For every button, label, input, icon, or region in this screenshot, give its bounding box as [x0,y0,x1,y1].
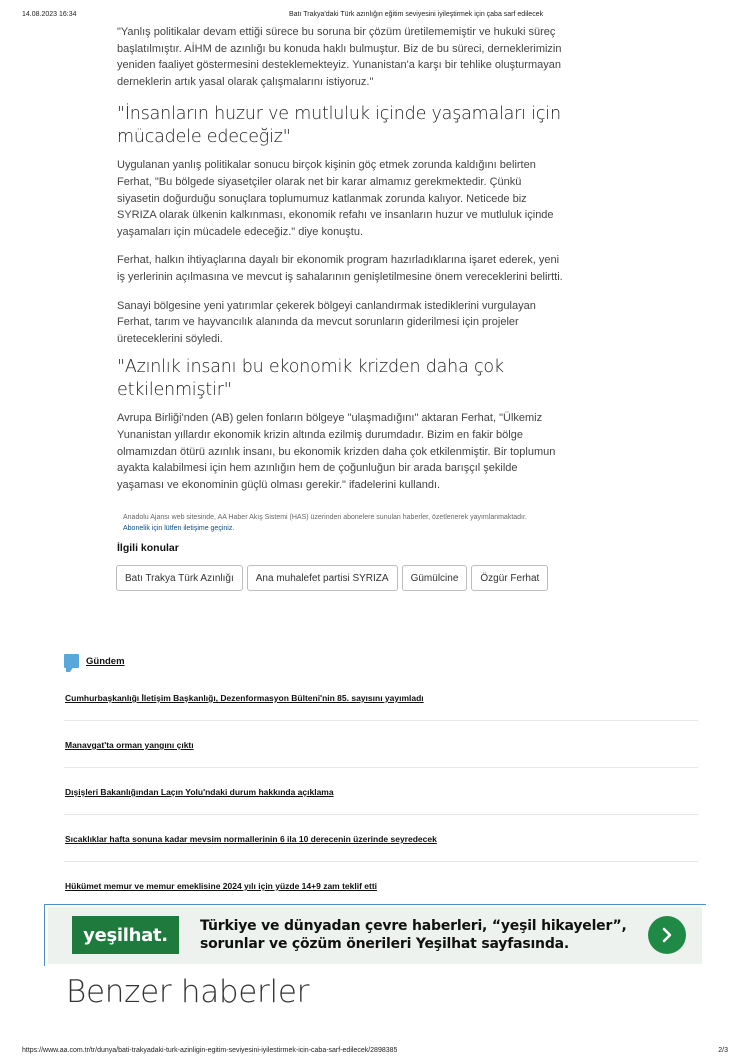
article-paragraph: Sanayi bölgesine yeni yatırımlar çekerek bölgeyi canlandırmak istediklerini vurgulayan Ferhat, tarım ve hayvancılık alanında da mevcut sorunların giderilmesi için projeler üreteceklerini söyledi. [117,299,536,345]
list-item [64,815,698,862]
banner-text [200,917,627,953]
tag-button[interactable]: Ana muhalefet partisi SYRIZA [247,565,398,591]
section-heading: "Azınlık insanı bu ekonomik krizden daha çok etkilenmiştir" [117,357,504,401]
related-tags [116,565,548,591]
banner-line-1: Türkiye ve dünyadan çevre haberleri, “yeşil hikayeler”, [200,918,627,934]
article-paragraph: Uygulanan yanlış politikalar sonucu birçok kişinin göç etmek zorunda kaldığını belirten Ferhat, "Bu bölgede siyasetçiler olarak net bir karar almamız gerekmektedir. Çünkü siyasetin doğurduğu sonuçlara toplumumuz katlanmak zorunda kalıyor. Neticede biz SYRIZA olarak ülkenin kalkınması, ekonomik refahı ve insanların huzur ve mutluluk içinde yaşamaları için mücadele edeceğiz." diye konuştu. [117,159,554,238]
news-link[interactable]: Sıcaklıklar hafta sonuna kadar mevsim normallerinin 6 ila 10 derecenin üzerinde seyredecek [65,834,437,844]
related-topics-title: İlgili konular [117,542,179,554]
news-link[interactable]: Dışişleri Bakanlığından Laçın Yolu'ndaki durum hakkında açıklama [65,787,334,797]
agency-note-text: Anadolu Ajansı web sitesinde, AA Haber Akış Sistemi (HAS) üzerinden abonelere sunulan haberler, özetlenerek yayımlanmaktadır. [123,514,527,521]
tag-button[interactable]: Özgür Ferhat [471,565,548,591]
article-paragraph: Ferhat, halkın ihtiyaçlarına dayalı bir ekonomik program hazırladıklarına işaret ederek, yeni iş yerlerinin açılmasına ve mevcut iş sahalarının genişletilmesine önem vereceklerini belirtti. [117,254,563,283]
list-item [64,862,698,909]
page-number: 2/3 [718,1047,728,1054]
list-item [64,674,698,721]
list-item [64,768,698,815]
gundem-news-list [64,674,698,909]
list-item [64,721,698,768]
print-url: https://www.aa.com.tr/tr/dunya/bati-trakyadaki-turk-azinligin-egitim-seviyesini-iyilestirmek-icin-caba-sarf-edilecek/2898385 [22,1047,398,1054]
print-date: 14.08.2023 16:34 [22,11,77,18]
banner-line-2: sorunlar ve çözüm önerileri Yeşilhat sayfasında. [200,936,570,952]
article-paragraph: Avrupa Birliği'nden (AB) gelen fonların bölgeye "ulaşmadığını" aktaran Ferhat, "Ülkemiz Yunanistan yıllardır ekonomik krizin altında ezilmiş durumdadır. Bizim en fakir bölge olmamızdan ötürü azınlık insanı, bu ekonomik krizden daha çok etkilenmiştir. Bir toplumun ayakta kalabilmesi için hem azınlığın hem de çoğunluğun bir arada barışçıl şekilde yaşaması ve ekonominin güçlü olması gerekir." ifadelerini kullandı. [117,412,556,491]
speech-bubble-icon [64,654,79,672]
yesilhat-logo: yeşilhat. [72,916,179,954]
print-document-title: Batı Trakya'daki Türk azınlığın eğitim seviyesini iyileştirmek için çaba sarf edilecek [289,11,544,18]
similar-news-title: Benzer haberler [66,974,310,1010]
news-link[interactable]: Manavgat'ta orman yangını çıktı [65,740,194,750]
subscription-link[interactable]: Abonelik için lütfen iletişime geçiniz. [123,525,235,532]
agency-note [123,512,533,534]
article-paragraph: "Yanlış politikalar devam ettiği sürece bu soruna bir çözüm üretilememiştir ve hukuki süreç başlatılmıştır. AİHM de azınlığı bu konuda haklı bulmuştur. Biz de bu süreci, derneklerimizin yeniden faaliyet göstermesini desteklemekteyiz. Yunanistan'a karşı bir tehlike oluşturmayan derneklerin artık yasal olarak çalışmalarını istiyoruz." [117,26,562,88]
news-link[interactable]: Hükümet memur ve memur emeklisine 2024 yılı için yüzde 14+9 zam teklif etti [65,881,378,891]
yesilhat-banner[interactable] [48,907,702,964]
tag-button[interactable]: Batı Trakya Türk Azınlığı [116,565,243,591]
tag-button[interactable]: Gümülcine [402,565,468,591]
article-body [117,24,563,493]
gundem-link[interactable]: Gündem [86,656,125,667]
gundem-header [64,654,125,672]
news-link[interactable]: Cumhurbaşkanlığı İletişim Başkanlığı, Dezenformasyon Bülteni'nin 85. sayısını yayımladı [65,693,424,703]
section-heading: "İnsanların huzur ve mutluluk içinde yaşamaları için mücadele edeceğiz" [117,104,561,148]
chevron-right-icon[interactable] [648,916,686,954]
